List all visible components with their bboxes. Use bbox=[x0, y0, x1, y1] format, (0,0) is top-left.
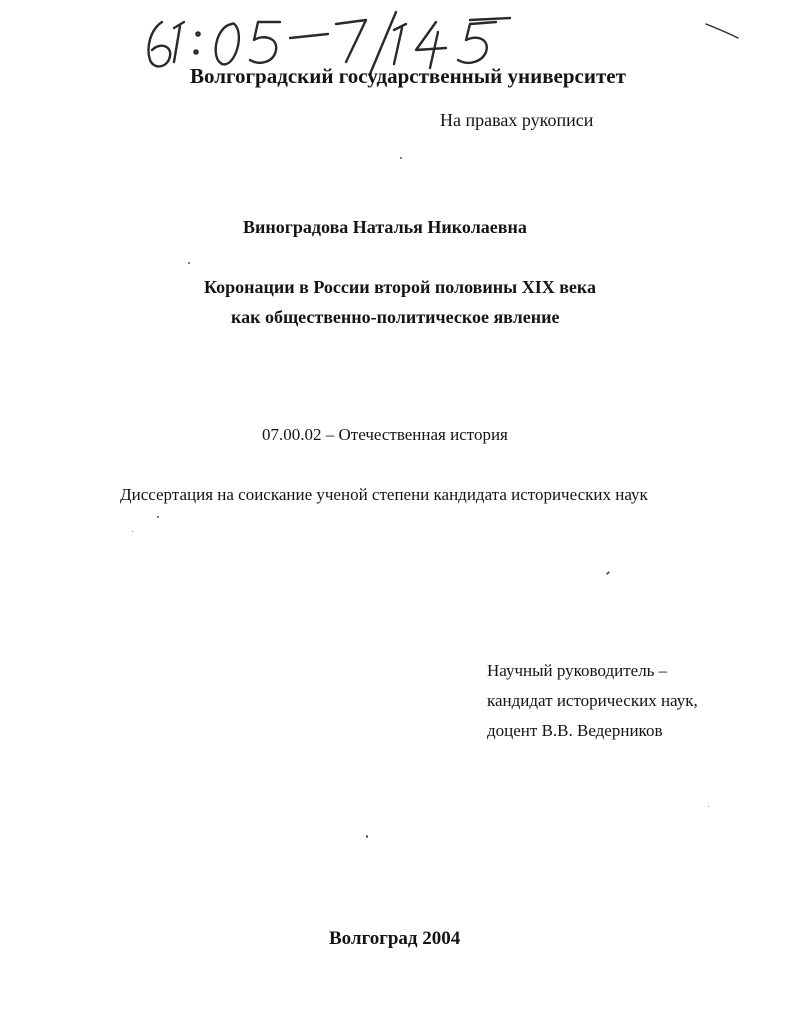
dissertation-title-line-2: как общественно-политическое явление bbox=[231, 307, 560, 327]
scan-speck bbox=[400, 157, 402, 159]
scan-speck bbox=[366, 835, 368, 838]
supervisor-label: Научный руководитель – bbox=[487, 661, 668, 680]
supervisor-degree: кандидат исторических наук, bbox=[487, 691, 698, 710]
scan-speck bbox=[132, 531, 133, 532]
corner-pencil-mark bbox=[702, 18, 742, 42]
author-name: Виноградова Наталья Николаевна bbox=[243, 217, 527, 237]
supervisor-name: доцент В.В. Ведерников bbox=[487, 721, 663, 740]
dissertation-title-line-1: Коронации в России второй половины XIX века bbox=[204, 277, 597, 297]
degree-statement: Диссертация на соискание ученой степени кандидата исторических наук bbox=[120, 485, 648, 504]
university-name: Волгоградский государственный университет bbox=[190, 64, 626, 88]
specialty-code: 07.00.02 – Отечественная история bbox=[262, 425, 508, 444]
city-and-year: Волгоград 2004 bbox=[329, 928, 461, 949]
scan-speck bbox=[708, 806, 709, 807]
scan-speck bbox=[188, 262, 190, 264]
scan-speck bbox=[157, 516, 159, 518]
scan-speck bbox=[606, 571, 610, 575]
manuscript-rights-note: На правах рукописи bbox=[440, 110, 594, 130]
